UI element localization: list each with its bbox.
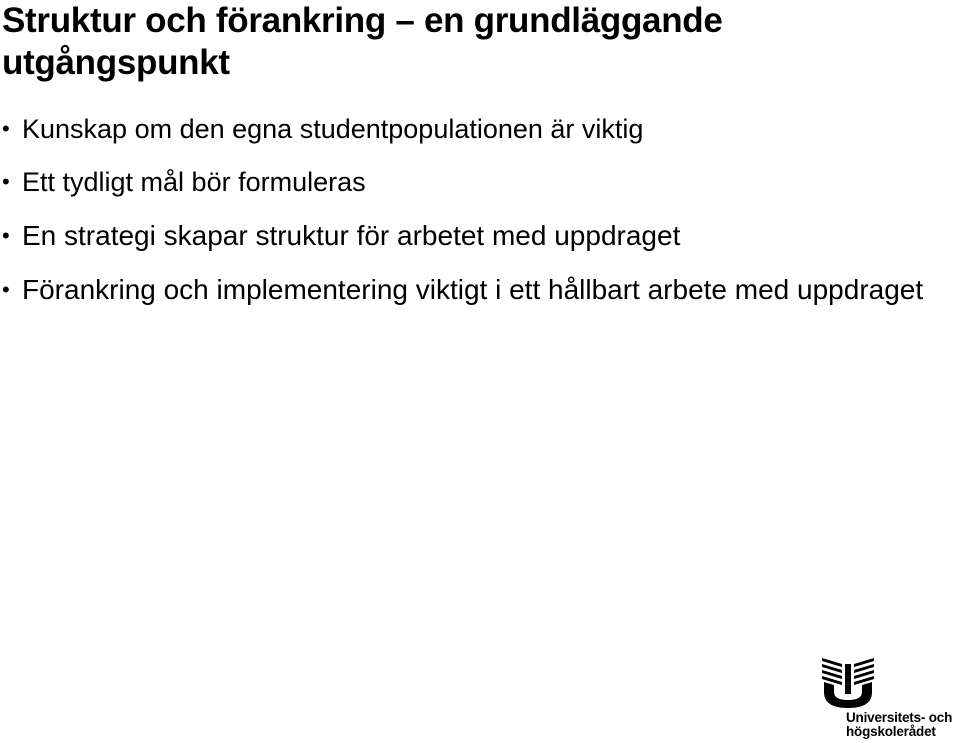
bullet-text: Ett tydligt mål bör formuleras <box>22 167 366 197</box>
bullet-dot-icon: • <box>2 223 10 248</box>
book-u-emblem-icon <box>820 654 876 710</box>
logo-text <box>846 711 952 739</box>
bullet-text: Kunskap om den egna studentpopulationen är viktig <box>22 114 644 144</box>
slide-title: Struktur och förankring – en grundläggande utgångspunkt <box>2 1 723 82</box>
bullet-dot-icon: • <box>2 116 10 141</box>
bullet-dot-icon: • <box>2 169 10 194</box>
uhr-logo <box>818 654 958 742</box>
logo-text-line2: högskolerådet <box>846 724 936 739</box>
bullet-item <box>0 274 940 305</box>
bullet-item <box>0 167 940 197</box>
bullet-text: En strategi skapar struktur för arbetet med uppdraget <box>22 220 681 251</box>
bullet-list <box>0 114 940 328</box>
bullet-item <box>0 114 940 144</box>
logo-text-line1: Universitets- och <box>846 710 953 725</box>
bullet-dot-icon: • <box>2 277 10 302</box>
bullet-text: Förankring och implementering viktigt i ett hållbart arbete med uppdraget <box>22 274 924 305</box>
bullet-item <box>0 220 940 251</box>
